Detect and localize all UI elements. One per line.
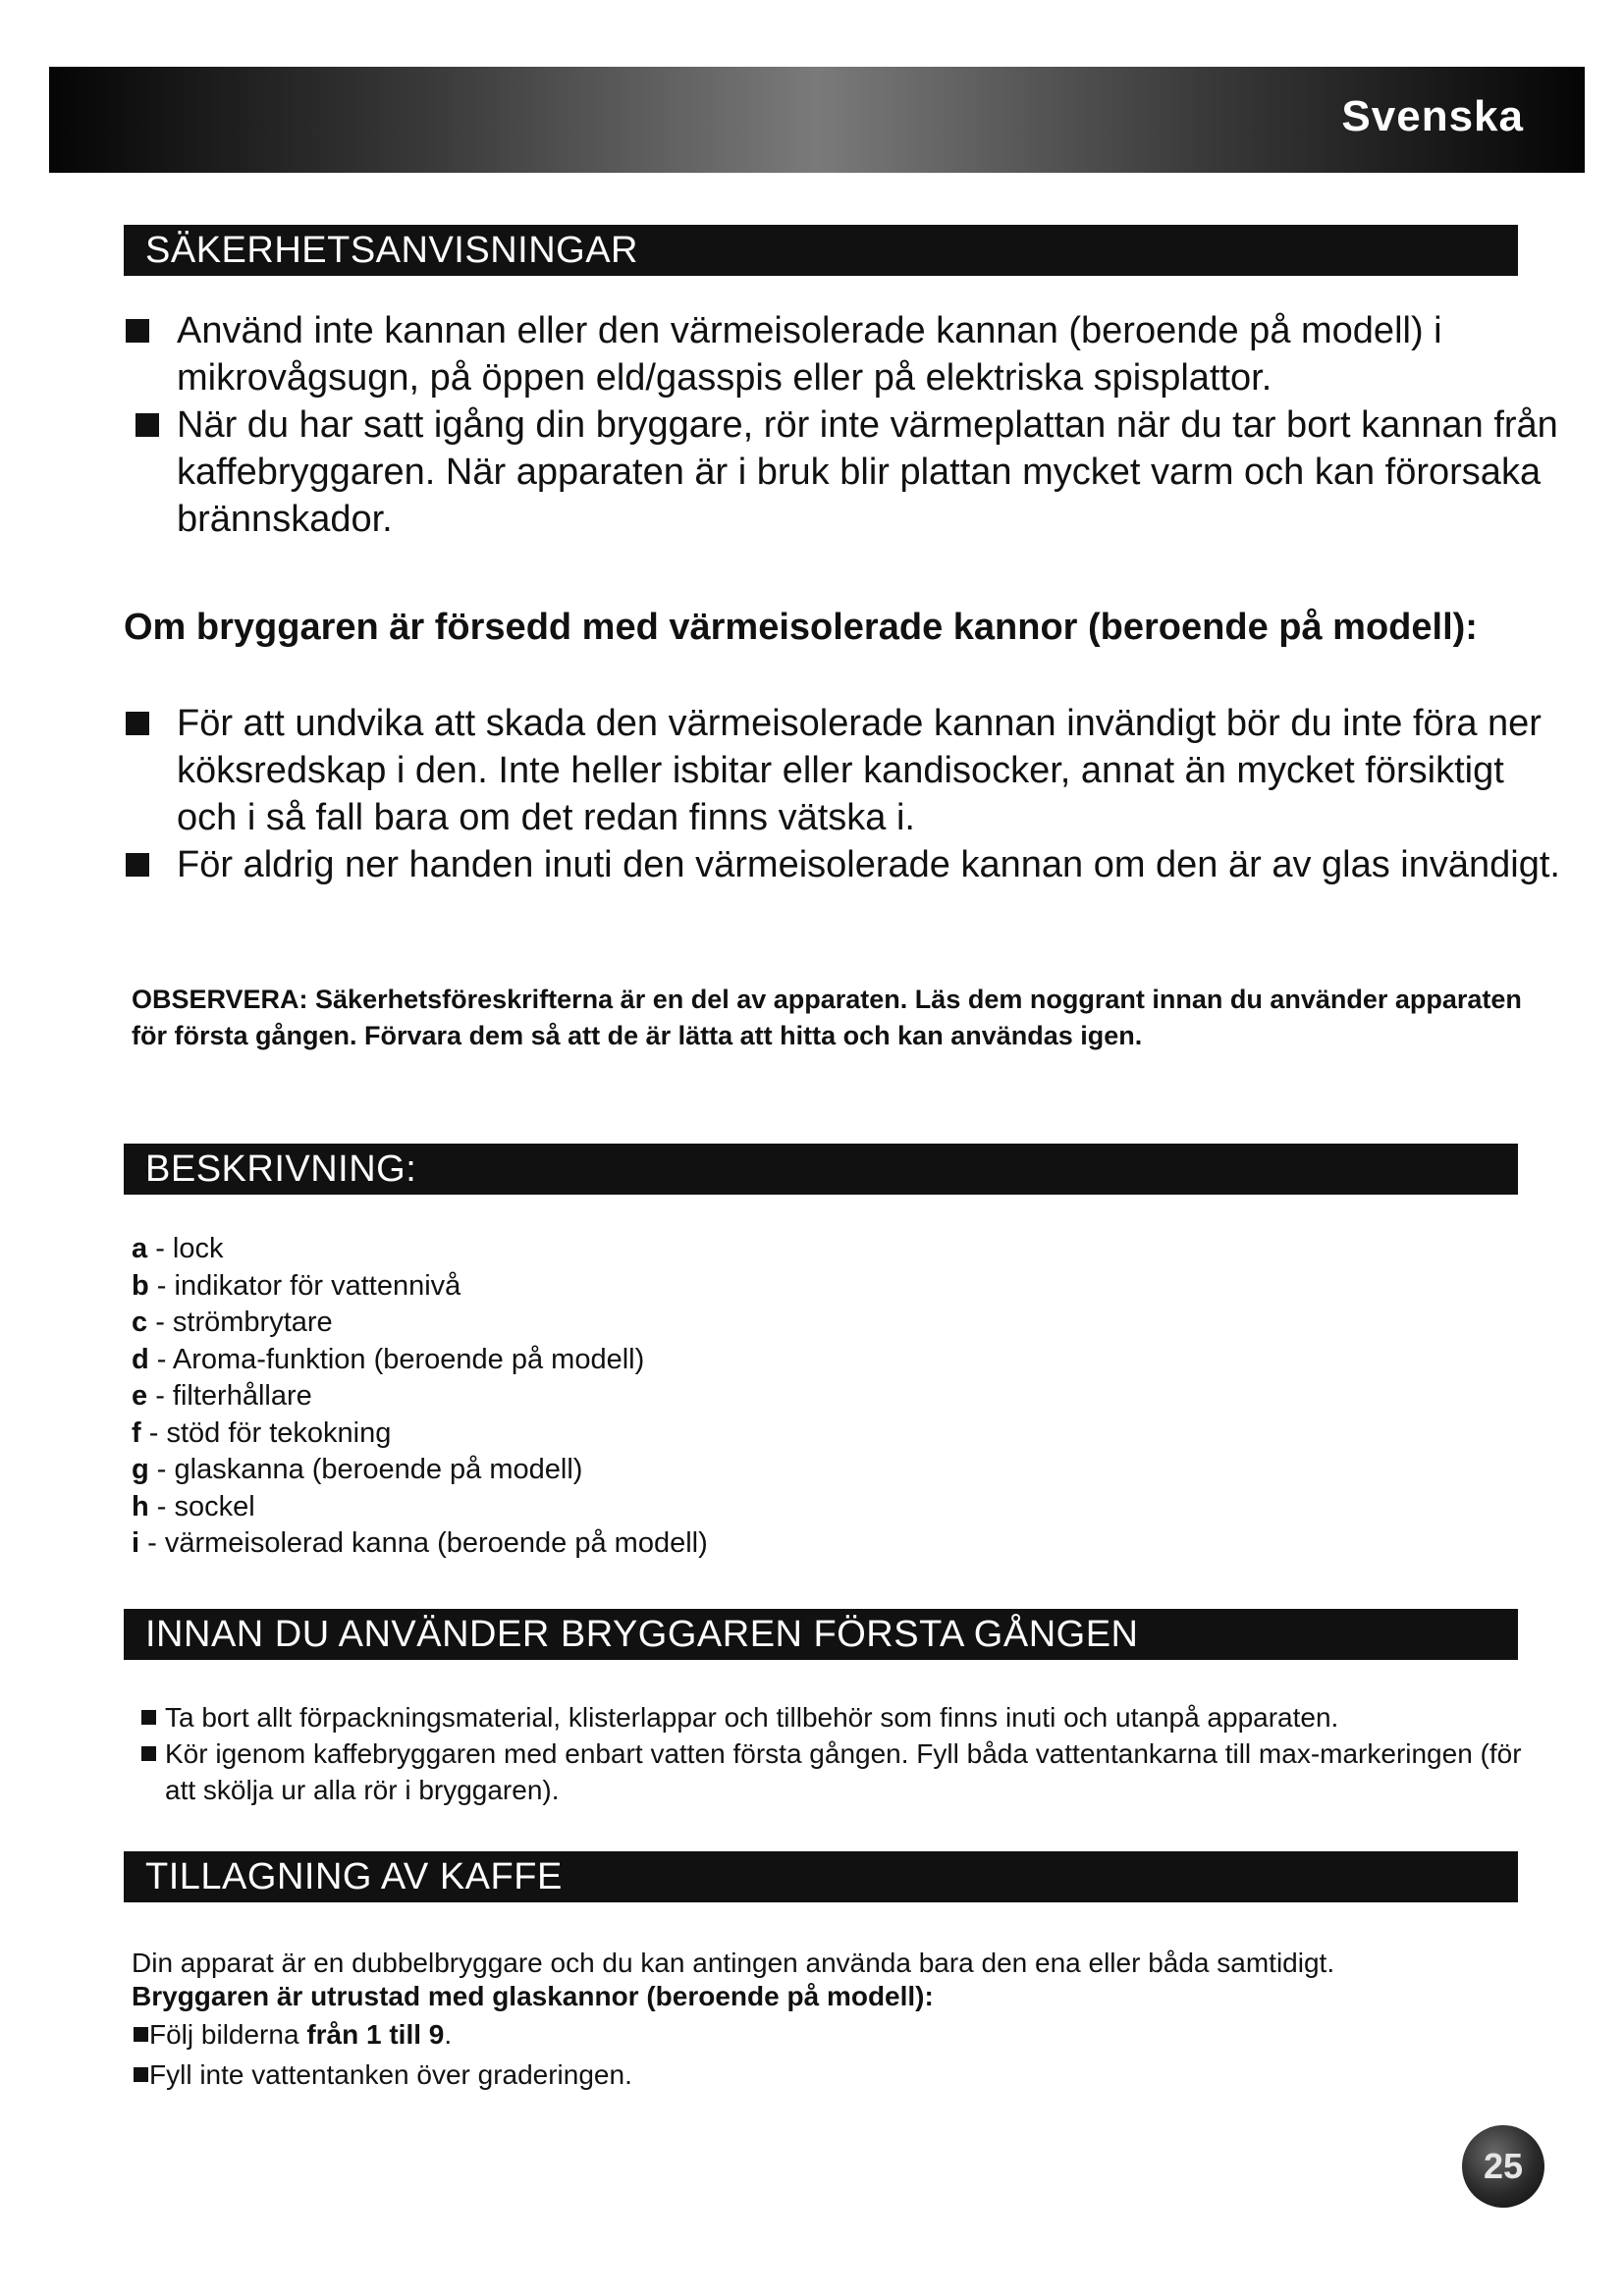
language-label: Svenska	[1341, 92, 1524, 140]
thermo-heading: Om bryggaren är försedd med värmeisolerade kannor (beroende på modell):	[124, 607, 1478, 648]
thermo-list	[124, 700, 1567, 888]
list-item: Ta bort allt förpackningsmaterial, klisterlappar och tillbehör som finns inuti och utanpå apparaten.	[132, 1699, 1526, 1735]
brewing-steps	[124, 2016, 1518, 2093]
list-item: För aldrig ner handen inuti den värmeisolerade kannan om den är av glas invändigt.	[124, 841, 1567, 888]
section-title-description: BESKRIVNING:	[124, 1144, 1518, 1195]
section-title-safety: SÄKERHETSANVISNINGAR	[124, 225, 1518, 276]
brewing-intro: Din apparat är en dubbelbryggare och du kan antingen använda bara den ena eller båda samtidigt.	[132, 1948, 1335, 1978]
top-banner	[49, 67, 1585, 173]
list-item: i - värmeisolerad kanna (beroende på modell)	[132, 1527, 708, 1559]
list-item: a - lock	[132, 1233, 224, 1264]
list-item: Kör igenom kaffebryggaren med enbart vatten första gången. Fyll båda vattentankarna till max-markeringen (för att skölja ur alla rör i bryggaren).	[132, 1735, 1526, 1808]
section-title-before-use: INNAN DU ANVÄNDER BRYGGAREN FÖRSTA GÅNGEN	[124, 1609, 1518, 1660]
list-item: h - sockel	[132, 1490, 255, 1522]
section-title-brewing: TILLAGNING AV KAFFE	[124, 1851, 1518, 1902]
list-item: b - indikator för vattennivå	[132, 1269, 461, 1302]
parts-list	[132, 1231, 708, 1563]
list-item: e - filterhållare	[132, 1380, 312, 1412]
list-item: f - stöd för tekokning	[132, 1416, 392, 1449]
glass-heading: Bryggaren är utrustad med glaskannor (beroende på modell):	[132, 1981, 934, 2011]
list-item: Fyll inte vattentanken över graderingen.	[124, 2056, 1518, 2093]
safety-note: OBSERVERA: Säkerhetsföreskrifterna är en del av apparaten. Läs dem noggrant innan du använder apparaten för första gången. Förvara dem så att de är lätta att hitta och kan användas igen.	[132, 985, 1522, 1050]
list-item: c - strömbrytare	[132, 1307, 333, 1338]
safety-list	[124, 307, 1567, 543]
list-item: När du har satt igång din bryggare, rör inte värmeplattan när du tar bort kannan från kaffebryggaren. När apparaten är i bruk blir plattan mycket varm och kan förorsaka brännskador.	[124, 401, 1567, 543]
list-item: Använd inte kannan eller den värmeisolerade kannan (beroende på modell) i mikrovågsugn, på öppen eld/gasspis eller på elektriska spisplattor.	[124, 307, 1567, 401]
list-item: d - Aroma-funktion (beroende på modell)	[132, 1343, 645, 1375]
list-item: Följ bilderna från 1 till 9.	[124, 2016, 1518, 2053]
page-number: 25	[1462, 2125, 1544, 2208]
list-item: g - glaskanna (beroende på modell)	[132, 1454, 583, 1485]
before-use-list	[132, 1699, 1526, 1808]
list-item: För att undvika att skada den värmeisolerade kannan invändigt bör du inte föra ner köksredskap i den. Inte heller isbitar eller kandisocker, annat än mycket försiktigt och i så fall bara om det redan finns vätska i.	[124, 700, 1567, 841]
